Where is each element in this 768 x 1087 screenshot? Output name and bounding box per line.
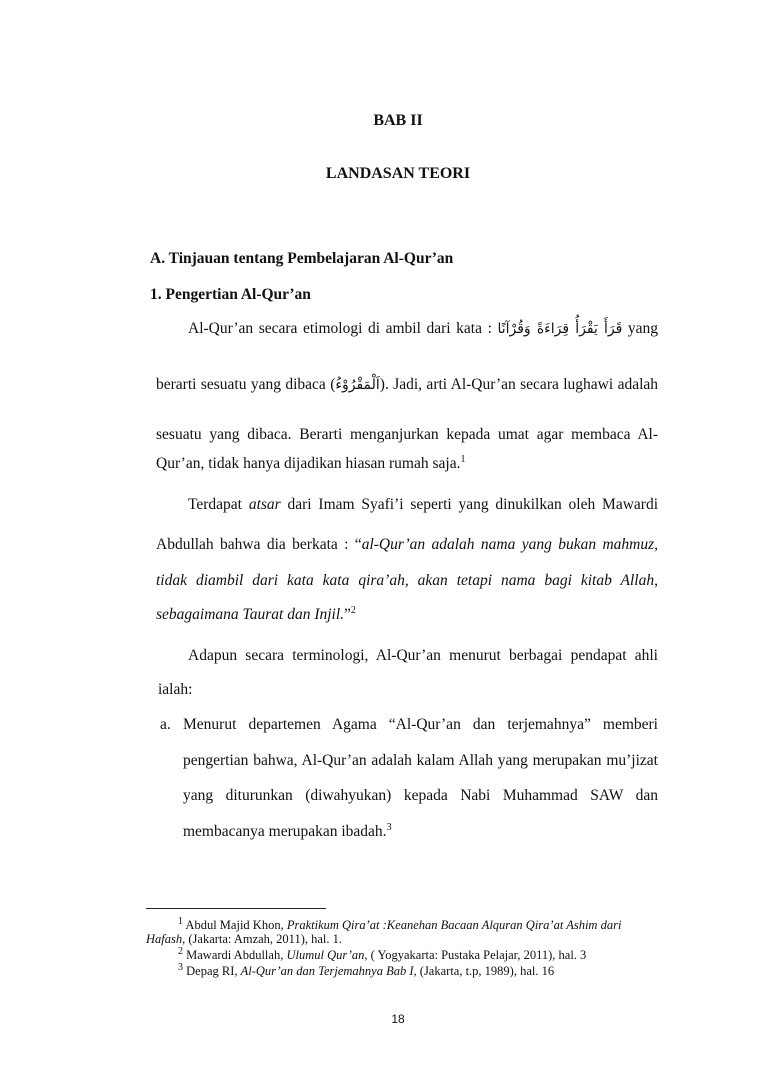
text-run: Al-Qur’an secara etimologi di ambil dari kata : xyxy=(188,320,492,337)
paragraph-line xyxy=(156,376,658,394)
footnote-divider xyxy=(146,908,326,909)
paragraph-line xyxy=(156,605,658,624)
text-run: dari Imam Syafi’i seperti yang dinukilkan oleh Mawardi xyxy=(280,496,658,513)
footnote-3 xyxy=(178,962,554,979)
paragraph-line: ialah: xyxy=(158,681,193,698)
paragraph-line xyxy=(156,536,658,554)
page-number: 18 xyxy=(391,1012,405,1026)
text-run: ). Jadi, arti Al-Qur’an secara lughawi adalah xyxy=(379,376,659,393)
footnote-1-cont xyxy=(146,932,342,947)
text-run: , (Jakarta, t.p, 1989), hal. 16 xyxy=(413,964,555,979)
chapter-heading: BAB II xyxy=(373,112,423,129)
paragraph-line: Adapun secara terminologi, Al-Qur’an menurut berbagai pendapat ahli xyxy=(188,647,658,664)
footnote-1 xyxy=(178,916,621,933)
text-run: membacanya merupakan ibadah. xyxy=(183,823,387,841)
subsection-heading-1: 1. Pengertian Al-Qur’an xyxy=(150,286,311,303)
footnote-ref: 3 xyxy=(386,822,392,833)
italic-term: atsar xyxy=(248,496,281,513)
paragraph-line xyxy=(156,496,658,514)
footnote-number: 2 xyxy=(178,946,183,957)
footnote-number: 1 xyxy=(178,916,183,927)
text-run: Terdapat xyxy=(188,496,249,513)
text-run: Depag RI, xyxy=(183,964,241,979)
list-line: pengertian bahwa, Al-Qur’an adalah kalam Allah yang merupakan mu’jizat xyxy=(183,752,658,769)
footnote-ref: 2 xyxy=(350,605,356,616)
footnote-ref: 1 xyxy=(460,454,466,465)
text-run: ” xyxy=(344,606,351,624)
italic-quote: sebagaimana Taurat dan Injil. xyxy=(156,606,345,624)
arabic-text: اَلْمَقْرُوْءُ xyxy=(335,377,380,393)
text-run: Mawardi Abdullah, xyxy=(183,948,287,963)
paragraph-line xyxy=(156,454,658,473)
italic-title: Praktikum Qira’at :Keanehan Bacaan Alquran Qira’at Ashim dari xyxy=(286,918,622,933)
list-marker: a. xyxy=(160,716,171,733)
text-run: Qur’an, tidak hanya dijadikan hiasan rumah saja. xyxy=(156,455,461,473)
italic-title: Al-Qur’an dan Terjemahnya Bab I xyxy=(240,964,414,979)
paragraph-line xyxy=(156,320,658,338)
paragraph-line xyxy=(156,572,658,590)
italic-title: Ulumul Qur’an xyxy=(286,948,365,963)
list-line xyxy=(183,822,658,841)
footnote-2 xyxy=(178,946,586,963)
list-line: Menurut departemen Agama “Al-Qur’an dan terjemahnya” memberi xyxy=(183,716,658,733)
paragraph-line: sesuatu yang dibaca. Berarti menganjurkan kepada umat agar membaca Al- xyxy=(156,426,658,443)
list-line: yang diturunkan (diwahyukan) kepada Nabi Muhammad SAW dan xyxy=(183,787,658,804)
text-run: , ( Yogyakarta: Pustaka Pelajar, 2011), hal. 3 xyxy=(364,948,587,963)
text-run: , (Jakarta: Amzah, 2011), hal. 1. xyxy=(182,932,343,946)
italic-quote: tidak diambil dari kata kata qira’ah, akan tetapi nama bagi kitab Allah, xyxy=(156,572,658,589)
text-run: berarti sesuatu yang dibaca ( xyxy=(156,376,336,393)
footnote-number: 3 xyxy=(178,962,183,973)
chapter-title: LANDASAN TEORI xyxy=(325,165,471,182)
text-run: yang xyxy=(627,320,658,337)
italic-quote: al-Qur’an adalah nama yang bukan mahmuz, xyxy=(361,536,659,553)
text-run: Abdullah bahwa dia berkata : “ xyxy=(156,536,362,553)
italic-title: Hafash xyxy=(146,932,183,946)
section-heading-a: A. Tinjauan tentang Pembelajaran Al-Qur’an xyxy=(150,250,454,267)
arabic-text: قَرَأَ يَقْرَأُ قِرَاءَةً وَقُرْآنًا xyxy=(497,321,623,337)
text-run: Abdul Majid Khon, xyxy=(183,918,287,933)
